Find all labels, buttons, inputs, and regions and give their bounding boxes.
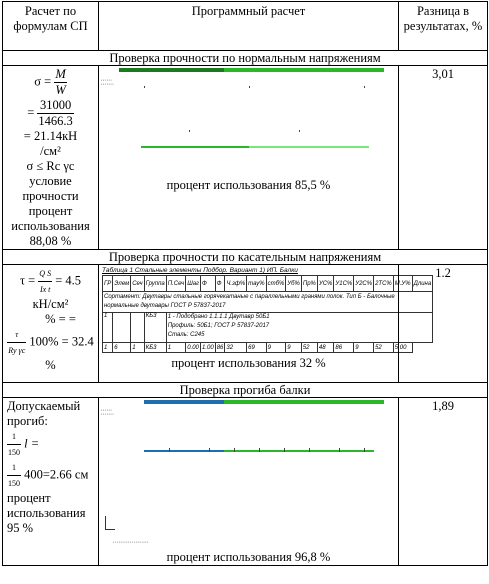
sigma-label: σ = <box>34 74 55 89</box>
inner-value-cell: 9 <box>286 343 302 353</box>
text-line: 88,08 % <box>29 234 72 248</box>
equals: = <box>27 105 35 120</box>
inner-header-cell: Уб% <box>286 276 302 292</box>
section-deflection: Проверка прогиба балки <box>3 383 488 398</box>
inner-value-cell: 1.00 <box>202 344 214 351</box>
inner-value-cell: 52 <box>374 343 394 353</box>
inner-header-cell: У2С% <box>354 276 374 292</box>
tau-result2: 100% = 32.4 <box>29 334 94 349</box>
tau-pct-line: % = = <box>45 312 76 326</box>
inner-header-cell: тау% <box>247 276 266 292</box>
comparison-table <box>2 1 488 566</box>
beam-line-left <box>141 146 249 148</box>
deflection-l: l = <box>24 436 40 451</box>
section-shear: Проверка прочности по касательным напряжениям <box>3 250 488 265</box>
inner-header-cell: Ф <box>201 276 216 292</box>
axis-x <box>105 529 115 530</box>
inner-kb: КБ3 <box>144 313 166 343</box>
beam-line-blue <box>144 450 224 452</box>
inner-item: 1 <box>103 313 113 343</box>
bar-blue <box>144 400 224 404</box>
program-screenshot-shear <box>99 265 432 383</box>
inner-table-title: Таблица 1 Стальные элементы Подбор. Вариант 1) ИП. Балки <box>102 267 298 274</box>
inner-value-cell: 86 <box>334 343 354 353</box>
inner-header-cell: 2ТС% <box>374 276 394 292</box>
bar-bright-green <box>224 68 384 72</box>
header-col1: Расчет по формулам СП <box>3 2 99 51</box>
sigma-unit: /см² <box>40 144 61 158</box>
inner-header-cell: Длина <box>412 276 433 292</box>
fraction-1-150b: $\frac{1}{150}$ <box>7 460 21 491</box>
tau-unit: кН/см² <box>32 297 69 311</box>
inner-header-cell: Элем <box>113 276 131 292</box>
inner-header-cell: Ф <box>215 276 225 292</box>
program-screenshot-deflection <box>99 398 399 566</box>
inner-value-cell: 86 <box>216 344 224 351</box>
text-line: процент <box>28 204 73 218</box>
fraction-qs: $\frac{\text{Q S}}{\text{Ix t}}$ <box>38 266 52 297</box>
inner-value-cell: 1 <box>166 343 185 353</box>
section-normal: Проверка прочности по нормальным напряжениям <box>3 51 488 66</box>
diff-deflection: 1,89 <box>399 398 488 566</box>
sigma-condition: σ ≤ Rс γс <box>26 159 75 173</box>
diff-shear: 1.2 <box>399 265 488 383</box>
deflection-text: Допускаемый <box>7 399 81 413</box>
inner-value-cell: 52 <box>301 343 317 353</box>
beam-diagram-deflection: ▪ ▪ ▪ ▪ ▪ ▪ ▪ ▪ ▪ ▪ ▪ ▪ ▪ ▪ ▪ ▪ ▪ ▪ ▪ ▪ ▪ ▪ ▪ ▪ ▪ ▪ ▪ ▪ ▪ ▪ ▪ ▪ <box>99 398 398 548</box>
inner-value-cell: 32 <box>225 343 247 353</box>
formula-shear <box>3 265 99 383</box>
inner-value-cell: 5.00 <box>393 343 412 353</box>
deflection-text: 95 % <box>7 521 34 535</box>
text-line: условие <box>29 174 72 188</box>
bar-dark-green <box>119 68 224 72</box>
inner-value-cell: 48 <box>317 343 334 353</box>
inner-header-cell: Ч.зф% <box>225 276 247 292</box>
caption-normal: процент использования 85,5 % <box>166 178 331 192</box>
inner-steel-table <box>102 275 433 353</box>
inner-value-cell: 1 <box>131 343 144 353</box>
inner-value-cell: 69 <box>247 343 266 353</box>
inner-value-cell: КБ3 <box>144 343 166 353</box>
fraction-values: $\frac{31000}{1466.3}$ <box>38 98 73 128</box>
fraction-m-w: $\frac{M}{W}$ <box>55 67 66 97</box>
inner-header-cell: М.У% <box>393 276 412 292</box>
tau-pct: % <box>45 358 56 372</box>
inner-header-cell: Группа <box>144 276 166 292</box>
beam-diagram-normal: ▪ ▪ ▪ ▪ ▪ ▪ ▪ ▪ ▪ ▪ ▪ ▪ ▪ <box>99 66 398 174</box>
inner-value-cell: 0.00 <box>187 344 199 351</box>
text-line: прочности <box>22 189 79 203</box>
inner-header-cell: П.Сеч <box>166 276 185 292</box>
inner-value-cell: 9 <box>266 343 286 353</box>
header-col2: Программный расчет <box>99 2 399 51</box>
inner-header-cell: ГР <box>103 276 113 292</box>
inner-desc: Сортамент: Двутавры стальные горячекатаные с параллельными гранями полок. Тип Б - Балочные нормальные двутавры ГОСТ Р 57837-2017 <box>103 292 433 313</box>
diff-normal: 3,01 <box>399 66 488 250</box>
beam-line-right <box>249 146 369 148</box>
inner-value-cell: 6 <box>113 343 131 353</box>
fraction-1-150: $\frac{1}{150}$ <box>7 429 21 460</box>
tau-label: τ = <box>19 273 36 288</box>
formula-deflection <box>3 398 99 566</box>
inner-details: 1 - Подобрано 1.1.1.1 Двутавр 50Б1 Профиль: 50Б1; ГОСТ Р 57837-2017 Сталь: С245 <box>166 313 432 343</box>
fraction-tau: $\frac{\tau}{\text{Ry γc}}$ <box>7 327 26 358</box>
inner-header-cell: Сеч <box>131 276 144 292</box>
axis-y <box>105 516 106 530</box>
deflection-text: прогиб: <box>7 414 48 428</box>
deflection-value: 400=2.66 см <box>24 467 89 482</box>
text-line: использования <box>11 219 90 233</box>
inner-header-cell: Пр% <box>301 276 317 292</box>
tau-result: = 4.5 <box>55 273 82 288</box>
inner-header-cell: УС% <box>317 276 334 292</box>
deflection-text: процент <box>7 491 51 505</box>
formula-normal <box>3 66 99 250</box>
deflection-text: использования <box>7 506 86 520</box>
sigma-result: = 21.14кН <box>23 129 78 143</box>
inner-value-cell: 1 <box>103 343 113 353</box>
inner-header-cell: Шаг <box>186 276 201 292</box>
beam-line-green <box>224 450 374 452</box>
inner-value-cell: 9 <box>354 343 374 353</box>
caption-deflection: процент использования 96,8 % <box>166 550 331 564</box>
header-col3: Разница в результатах, % <box>399 2 488 51</box>
program-screenshot-normal <box>99 66 399 250</box>
inner-header-cell: стб% <box>266 276 286 292</box>
caption-shear: процент использования 32 % <box>171 356 326 370</box>
bar-green <box>224 400 384 404</box>
inner-header-cell: У1С% <box>334 276 354 292</box>
